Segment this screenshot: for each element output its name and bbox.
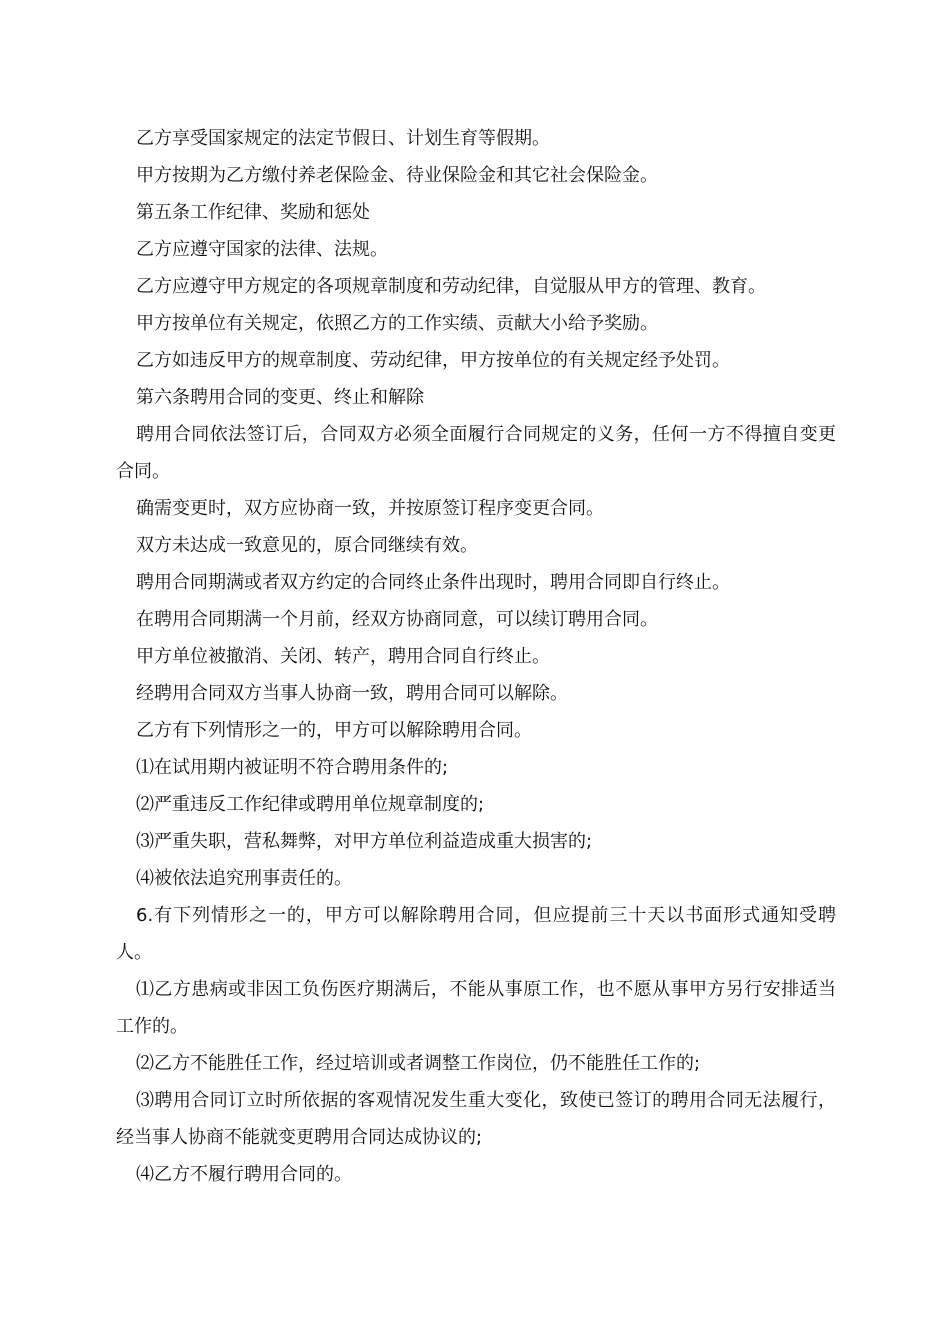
paragraph-no-agreement: 双方未达成一致意见的，原合同继续有效。 bbox=[136, 535, 478, 556]
section-heading-article-6: 第六条聘用合同的变更、终止和解除 bbox=[136, 387, 424, 408]
list-item-discipline: ⑵严重违反工作纪律或聘用单位规章制度的; bbox=[136, 794, 485, 815]
list-item-circumstances-change: ⑶聘用合同订立时所依据的客观情况发生重大变化，致使已签订的聘用合同无法履行，经当事人协商不能就变更聘用合同达成协议的; bbox=[116, 1090, 836, 1148]
paragraph-penalties: 乙方如违反甲方的规章制度、劳动纪律，甲方按单位的有关规定经予处罚。 bbox=[136, 350, 730, 371]
list-item-illness: ⑴乙方患病或非因工负伤医疗期满后，不能从事原工作，也不愿从事甲方另行安排适当工作的。 bbox=[116, 979, 836, 1037]
paragraph-notice-termination: 6.有下列情形之一的，甲方可以解除聘用合同，但应提前三十天以书面形式通知受聘人。 bbox=[116, 905, 836, 963]
paragraph-contract-change: 确需变更时，双方应协商一致，并按原签订程序变更合同。 bbox=[136, 498, 604, 519]
paragraph-termination-conditions: 乙方有下列情形之一的，甲方可以解除聘用合同。 bbox=[136, 720, 532, 741]
paragraph-holidays: 乙方享受国家规定的法定节假日、计划生育等假期。 bbox=[136, 128, 550, 149]
list-item-criminal: ⑷被依法追究刑事责任的。 bbox=[136, 868, 352, 889]
list-item-misconduct: ⑶严重失职，营私舞弊，对甲方单位利益造成重大损害的; bbox=[136, 831, 593, 852]
paragraph-contract-renewal: 在聘用合同期满一个月前，经双方协商同意，可以续订聘用合同。 bbox=[136, 609, 658, 630]
list-item-probation: ⑴在试用期内被证明不符合聘用条件的; bbox=[136, 757, 449, 778]
list-item-non-performance: ⑷乙方不履行聘用合同的。 bbox=[136, 1164, 352, 1185]
list-item-incompetent: ⑵乙方不能胜任工作，经过培训或者调整工作岗位，仍不能胜任工作的; bbox=[136, 1053, 701, 1074]
paragraph-insurance: 甲方按期为乙方缴付养老保险金、待业保险金和其它社会保险金。 bbox=[136, 165, 658, 186]
paragraph-contract-performance: 聘用合同依法签订后，合同双方必须全面履行合同规定的义务，任何一方不得擅自变更合同。 bbox=[116, 424, 836, 482]
paragraph-contract-expiry: 聘用合同期满或者双方约定的合同终止条件出现时，聘用合同即自行终止。 bbox=[136, 572, 730, 593]
paragraph-unit-dissolved: 甲方单位被撤消、关闭、转产，聘用合同自行终止。 bbox=[136, 646, 550, 667]
paragraph-mutual-termination: 经聘用合同双方当事人协商一致，聘用合同可以解除。 bbox=[136, 683, 568, 704]
section-heading-article-5: 第五条工作纪律、奖励和惩处 bbox=[136, 202, 370, 223]
document-body bbox=[116, 120, 836, 1193]
paragraph-rewards: 甲方按单位有关规定，依照乙方的工作实绩、贡献大小给予奖励。 bbox=[136, 313, 658, 334]
paragraph-obey-rules: 乙方应遵守甲方规定的各项规章制度和劳动纪律，自觉服从甲方的管理、教育。 bbox=[136, 276, 766, 297]
paragraph-obey-law: 乙方应遵守国家的法律、法规。 bbox=[136, 239, 388, 260]
